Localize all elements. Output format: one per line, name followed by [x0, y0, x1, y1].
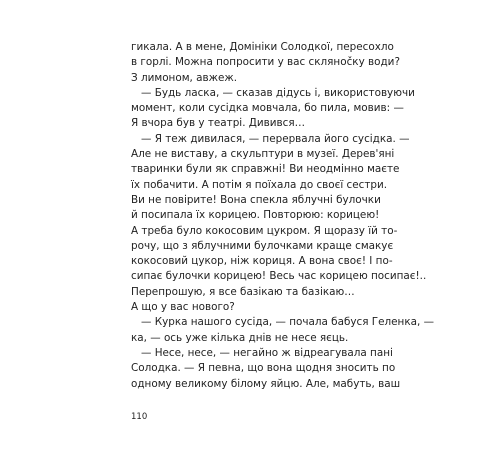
text-line: А треба було кокосовим цукром. Я щоразу їй то- [131, 224, 398, 237]
text-line: й посипала їх корицею. Повторюю: корицею! [131, 209, 380, 222]
text-line: — Будь ласка, — сказав дідусь і, використовуючи [141, 86, 415, 99]
text-line: Ви не повірите! Вона спекла яблучні булочки [131, 193, 381, 206]
text-line: гикала. А в мене, Домініки Солодкої, пересохло [131, 41, 394, 53]
text-line: рочу, що з яблучними булочками краще смакує [131, 239, 394, 252]
text-line: ка, — ось уже кілька днів не несе яєць. [131, 331, 349, 344]
text-line: в горлі. Можна попросити у вас склянočку води? [131, 56, 400, 69]
text-line: момент, коли сусідка мовчала, бо пила, мовив: — [131, 102, 404, 115]
text-line: Але не виставу, а скульптури в музеї. Дерев'яні [131, 148, 395, 161]
text-line: їх побачити. А потім я поїхала до своєї сестри. [131, 178, 388, 191]
text-line: — Я теж дивилася, — перервала його сусідка. — [141, 132, 410, 145]
text-line: А що у вас нового? [131, 301, 235, 314]
text-line: Перепрошую, я все базікаю та базікаю… [131, 285, 355, 298]
text-line: сипає булочки корицею! Весь час корицею посипає!.. [131, 270, 427, 283]
page-number: 110 [131, 412, 148, 422]
body-text [131, 40, 434, 392]
text-line: З лимоном, авжеж. [131, 71, 238, 84]
text-line: — Курка нашого сусіда, — почала бабуся Геленка, — [141, 316, 434, 329]
text-line: — Несе, несе, — негайно ж відреагувала пані [141, 346, 393, 359]
text-line: Солодка. — Я певна, що вона щодня зносить по [131, 362, 396, 375]
text-line: одному великому білому яйцю. Але, мабуть, ваш [131, 377, 401, 390]
text-line: Я вчора був у театрі. Дивився… [131, 117, 306, 130]
text-line: тваринки були як справжні! Ви неодмінно маєте [131, 163, 400, 176]
text-line: кокосовий цукор, ніж кориця. А вона своє! І по- [131, 255, 393, 268]
